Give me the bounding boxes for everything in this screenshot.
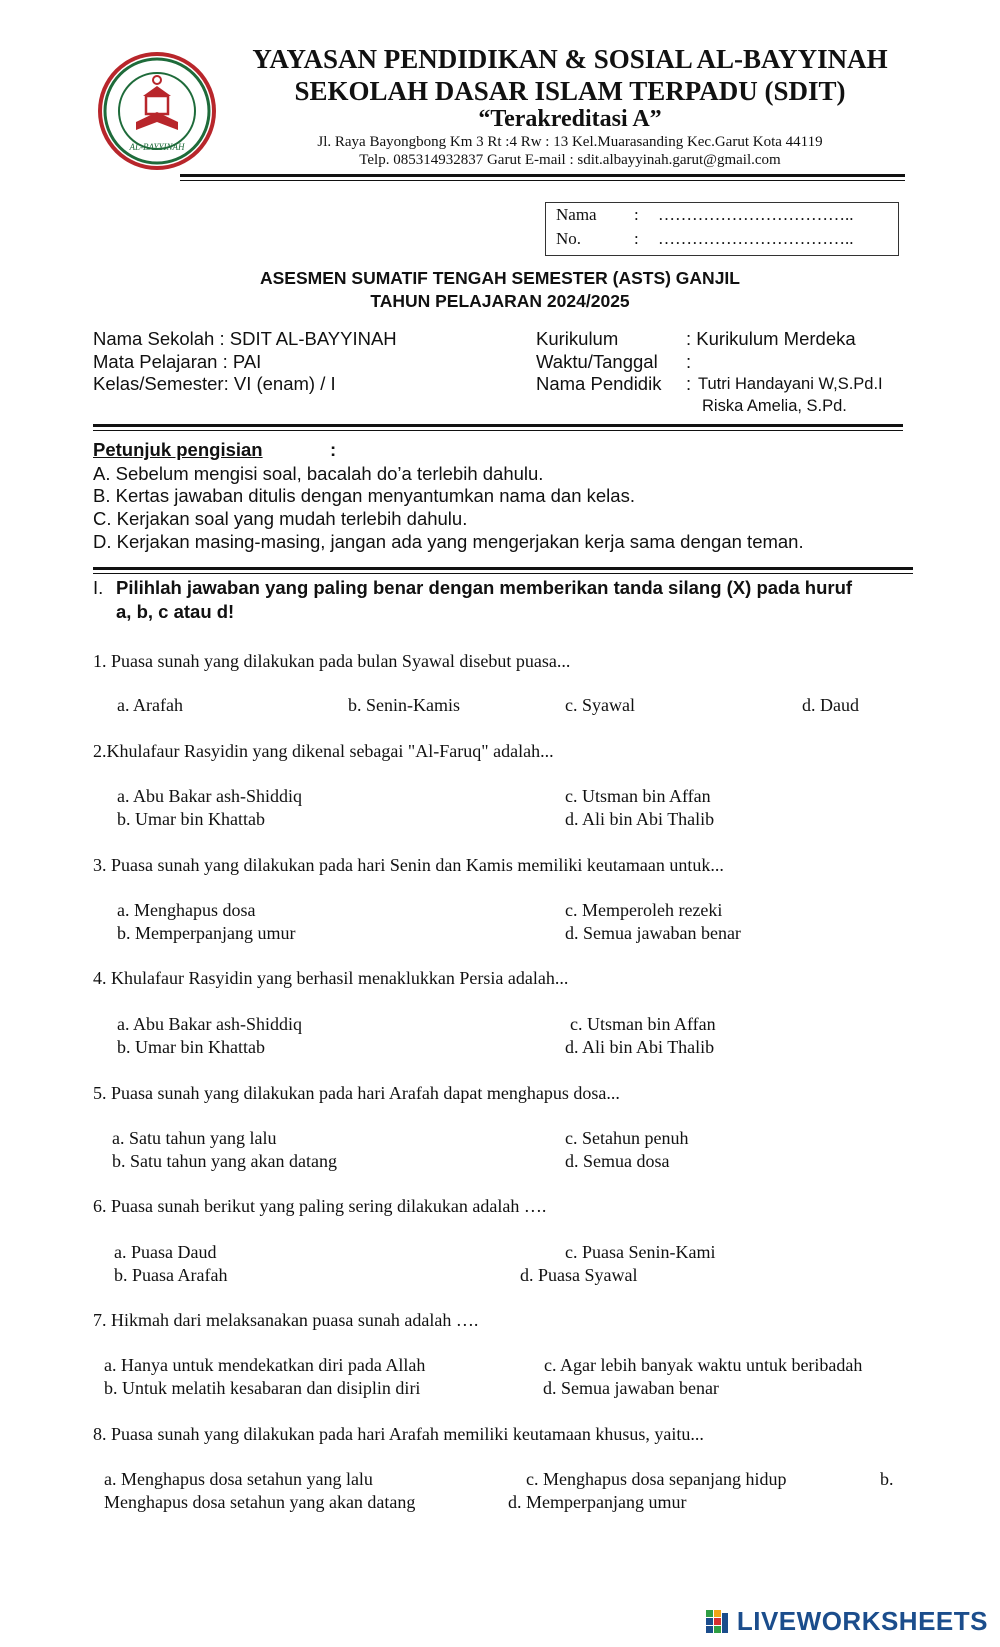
number-colon: :	[634, 229, 639, 248]
exam-title: ASESMEN SUMATIF TENGAH SEMESTER (ASTS) GANJIL	[260, 268, 740, 288]
q2-option-d[interactable]: d. Ali bin Abi Thalib	[565, 809, 715, 829]
section-divider-thin	[93, 573, 913, 574]
question-3: 3. Puasa sunah yang dilakukan pada hari Senin dan Kamis memiliki keutamaan untuk...	[93, 855, 724, 875]
school-address: Jl. Raya Bayongbong Km 3 Rt :4 Rw : 13 Kel.Muarasanding Kec.Garut Kota 44119	[317, 134, 823, 150]
q7-option-a[interactable]: a. Hanya untuk mendekatkan diri pada Allah	[104, 1355, 426, 1375]
question-2: 2.Khulafaur Rasyidin yang dikenal sebagai "Al-Faruq" adalah...	[93, 741, 554, 761]
q5-option-c[interactable]: c. Setahun penuh	[565, 1128, 689, 1148]
question-7: 7. Hikmah dari melaksanakan puasa sunah adalah ….	[93, 1310, 479, 1330]
q7-option-c[interactable]: c. Agar lebih banyak waktu untuk beribadah	[544, 1355, 863, 1375]
time-label: Waktu/Tanggal	[536, 351, 658, 372]
info-subject: Mata Pelajaran : PAI	[93, 351, 262, 372]
teacher-label: Nama Pendidik	[536, 373, 662, 394]
section-number: I.	[93, 577, 104, 598]
q7-option-b[interactable]: b. Untuk melatih kesabaran dan disiplin diri	[104, 1378, 421, 1398]
q8-option-b-prefix[interactable]: b.	[880, 1469, 894, 1489]
q5-option-d[interactable]: d. Semua dosa	[565, 1151, 670, 1171]
info-class: Kelas/Semester: VI (enam) / I	[93, 373, 336, 394]
school-name: SEKOLAH DASAR ISLAM TERPADU (SDIT)	[294, 76, 846, 106]
instructions-heading: Petunjuk pengisian	[93, 439, 263, 460]
liveworksheets-icon	[705, 1609, 731, 1635]
student-identity-box	[545, 202, 899, 256]
q3-option-a[interactable]: a. Menghapus dosa	[117, 900, 256, 920]
info-divider-thin	[93, 430, 903, 431]
q1-option-d[interactable]: d. Daud	[802, 695, 859, 715]
curriculum-value: : Kurikulum Merdeka	[686, 328, 856, 349]
q5-option-b[interactable]: b. Satu tahun yang akan datang	[112, 1151, 337, 1171]
section-divider-thick	[93, 567, 913, 570]
q1-option-b[interactable]: b. Senin-Kamis	[348, 695, 460, 715]
teacher-1: Tutri Handayani W,S.Pd.I	[698, 375, 883, 393]
number-label: No.	[556, 229, 582, 248]
q2-option-b[interactable]: b. Umar bin Khattab	[117, 809, 265, 829]
name-label: Nama	[556, 205, 597, 224]
q3-option-d[interactable]: d. Semua jawaban benar	[565, 923, 741, 943]
liveworksheets-logo[interactable]	[705, 1606, 988, 1637]
instruction-b: B. Kertas jawaban ditulis dengan menyantumkan nama dan kelas.	[93, 485, 635, 506]
teacher-colon: :	[686, 373, 692, 394]
q4-option-d[interactable]: d. Ali bin Abi Thalib	[565, 1037, 715, 1057]
name-field[interactable]: ……………………………..	[658, 205, 854, 224]
instruction-c: C. Kerjakan soal yang mudah terlebih dahulu.	[93, 508, 468, 529]
info-divider-thick	[93, 424, 903, 427]
instructions-colon: :	[330, 439, 337, 460]
foundation-name: YAYASAN PENDIDIKAN & SOSIAL AL-BAYYINAH	[252, 44, 888, 74]
liveworksheets-text: LIVEWORKSHEETS	[736, 1606, 988, 1636]
number-field[interactable]: ……………………………..	[658, 229, 854, 248]
q8-option-c[interactable]: c. Menghapus dosa sepanjang hidup	[526, 1469, 787, 1489]
info-school: Nama Sekolah : SDIT AL-BAYYINAH	[93, 328, 397, 349]
q4-option-c[interactable]: c. Utsman bin Affan	[570, 1014, 716, 1034]
question-4: 4. Khulafaur Rasyidin yang berhasil menaklukkan Persia adalah...	[93, 968, 569, 988]
instruction-a: A. Sebelum mengisi soal, bacalah do’a terlebih dahulu.	[93, 463, 544, 484]
name-colon: :	[634, 205, 639, 224]
q3-option-c[interactable]: c. Memperoleh rezeki	[565, 900, 723, 920]
teacher-2: Riska Amelia, S.Pd.	[702, 397, 847, 415]
curriculum-label: Kurikulum	[536, 328, 619, 349]
q8-option-d[interactable]: d. Memperpanjang umur	[508, 1492, 687, 1512]
accreditation: “Terakreditasi A”	[478, 106, 662, 132]
question-8: 8. Puasa sunah yang dilakukan pada hari Arafah memiliki keutamaan khusus, yaitu...	[93, 1424, 704, 1444]
school-contact: Telp. 085314932837 Garut E-mail : sdit.albayyinah.garut@gmail.com	[359, 152, 781, 168]
section-instruction-cont: a, b, c atau d!	[116, 601, 235, 622]
q8-option-a[interactable]: a. Menghapus dosa setahun yang lalu	[104, 1469, 373, 1489]
instruction-d: D. Kerjakan masing-masing, jangan ada yang mengerjakan kerja sama dengan teman.	[93, 531, 804, 552]
time-value: :	[686, 351, 692, 372]
q5-option-a[interactable]: a. Satu tahun yang lalu	[112, 1128, 277, 1148]
q4-option-b[interactable]: b. Umar bin Khattab	[117, 1037, 265, 1057]
q3-option-b[interactable]: b. Memperpanjang umur	[117, 923, 296, 943]
q1-option-a[interactable]: a. Arafah	[117, 695, 183, 715]
question-6: 6. Puasa sunah berikut yang paling sering dilakukan adalah ….	[93, 1196, 547, 1216]
question-5: 5. Puasa sunah yang dilakukan pada hari Arafah dapat menghapus dosa...	[93, 1083, 620, 1103]
header-divider-thin	[180, 180, 905, 181]
header-divider-thick	[180, 174, 905, 177]
q8-option-b[interactable]: Menghapus dosa setahun yang akan datang	[104, 1492, 416, 1512]
q2-option-a[interactable]: a. Abu Bakar ash-Shiddiq	[117, 786, 302, 806]
q6-option-b[interactable]: b. Puasa Arafah	[114, 1265, 228, 1285]
question-1: 1. Puasa sunah yang dilakukan pada bulan Syawal disebut puasa...	[93, 651, 571, 671]
q6-option-d[interactable]: d. Puasa Syawal	[520, 1265, 638, 1285]
q2-option-c[interactable]: c. Utsman bin Affan	[565, 786, 711, 806]
section-instruction: Pilihlah jawaban yang paling benar dengan memberikan tanda silang (X) pada huruf	[116, 577, 853, 598]
logo-bottom-text: AL-BAYYINAH	[129, 142, 185, 152]
q7-option-d[interactable]: d. Semua jawaban benar	[543, 1378, 719, 1398]
school-logo	[96, 50, 218, 172]
exam-year: TAHUN PELAJARAN 2024/2025	[370, 291, 630, 311]
q6-option-a[interactable]: a. Puasa Daud	[114, 1242, 217, 1262]
q1-option-c[interactable]: c. Syawal	[565, 695, 635, 715]
q4-option-a[interactable]: a. Abu Bakar ash-Shiddiq	[117, 1014, 302, 1034]
q6-option-c[interactable]: c. Puasa Senin-Kami	[565, 1242, 716, 1262]
